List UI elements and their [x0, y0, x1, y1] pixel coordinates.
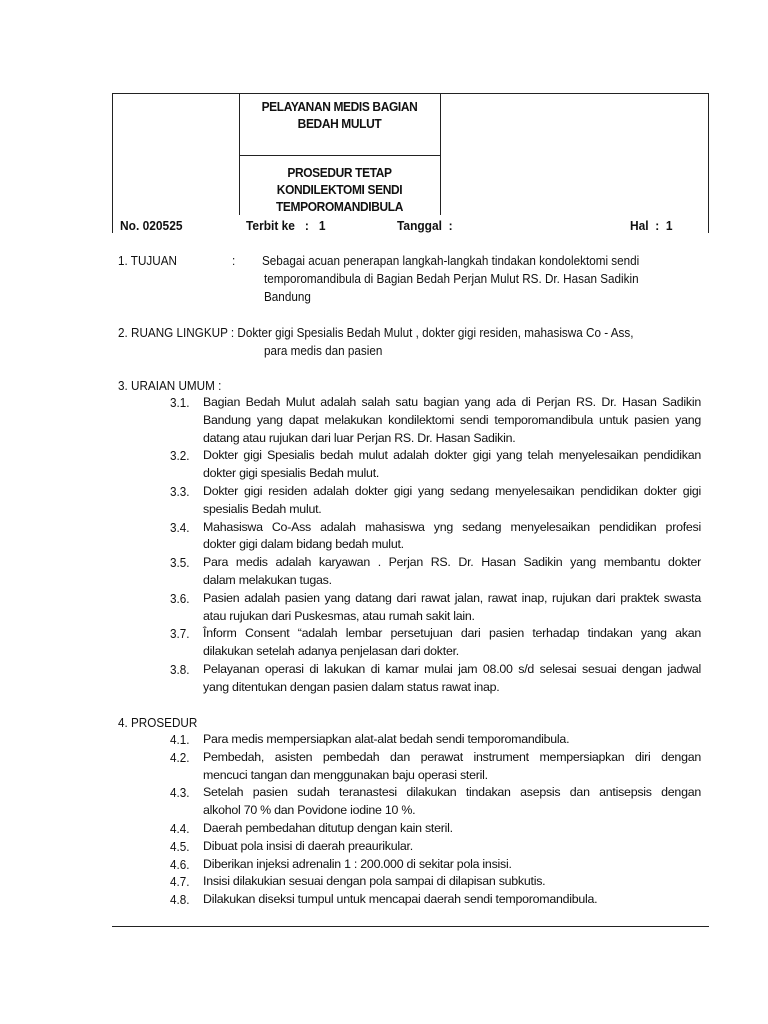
- item-text-line: dokter gigi spesialis Bedah mulut.: [203, 466, 380, 481]
- right-border: [708, 215, 709, 233]
- item-text-line: alkohol 70 % dan Povidone iodine 10 %.: [203, 803, 416, 818]
- item-number: 4.2.: [170, 749, 190, 765]
- item-text: [203, 820, 701, 838]
- item-number: 3.3.: [170, 484, 190, 499]
- item-text: [203, 661, 701, 697]
- footer-rule: [112, 926, 709, 927]
- item-number: 4.8.: [170, 892, 190, 908]
- item-text-line: dokter gigi dalam bidang bedah mulut.: [203, 537, 404, 552]
- item-text: [203, 838, 701, 856]
- item-number: 3.6.: [170, 590, 190, 606]
- header-table: [112, 93, 709, 215]
- item-text-line: Dibuat pola insisi di daerah preaurikular.: [203, 838, 413, 853]
- item-number: 3.1.: [170, 395, 190, 410]
- section-heading-uraian: 3. URAIAN UMUM :: [118, 378, 222, 393]
- item-number: 3.2.: [170, 448, 190, 464]
- item-text-line: Insisi dilakukian sesuai dengan pola sampai di dilapisan subkutis.: [203, 874, 546, 889]
- item-text-line: datang atau rujukan dari luar Perjan RS. Dr. Hasan Sadikin.: [203, 430, 516, 445]
- colon: :: [232, 253, 236, 268]
- procedure-title-line: TEMPOROMANDIBULA: [275, 199, 403, 214]
- item-text-line: Bandung yang dapat melakukan kondilektomi sendi temporomandibula untuk pasien yang: [203, 412, 701, 427]
- item-text: [203, 784, 701, 820]
- dept-title-cell: [239, 94, 440, 156]
- item-text: [203, 856, 701, 874]
- procedure-title-cell: [239, 156, 440, 216]
- item-text: [203, 731, 701, 749]
- document-meta-row: [112, 215, 709, 235]
- right-cell: [440, 94, 708, 215]
- item-text: [203, 394, 701, 447]
- item-text-line: Înform Consent “adalah lembar persetujuan dari pasien terhadap tindakan yang akan: [203, 626, 701, 641]
- item-text-line: Para medis adalah karyawan . Perjan RS. Dr. Hasan Sadikin yang membantu dokter: [203, 555, 701, 570]
- item-text: [203, 483, 701, 519]
- item-number: 3.4.: [170, 519, 190, 535]
- document-number: No. 020525: [120, 218, 183, 233]
- item-text: [203, 519, 701, 555]
- item-text-line: yang ditentukan dengan pasien dalam status rawat inap.: [203, 679, 500, 694]
- page-number: Hal : 1: [630, 218, 673, 233]
- item-text: [203, 590, 701, 626]
- item-number: 4.3.: [170, 785, 190, 801]
- item-text: [203, 625, 701, 661]
- item-number: 3.7.: [170, 626, 190, 642]
- procedure-title-line: KONDILEKTOMI SENDI: [276, 182, 403, 197]
- section-heading-tujuan: 1. TUJUAN: [118, 253, 177, 268]
- item-number: 4.5.: [170, 838, 190, 854]
- item-text-line: Daerah pembedahan ditutup dengan kain steril.: [203, 821, 453, 835]
- dept-title: [247, 98, 432, 132]
- item-text-line: Mahasiswa Co-Ass adalah mahasiswa yng sedang menyelesaikan pendidikan profesi: [203, 519, 701, 534]
- tujuan-line: temporomandibula di Bagian Bedah Perjan Mulut RS. Dr. Hasan Sadikin: [264, 271, 639, 286]
- item-text-line: dalam melakukan tugas.: [203, 572, 332, 587]
- item-text: [203, 554, 701, 590]
- tujuan-line: Bandung: [264, 289, 311, 304]
- item-text-line: Dokter gigi residen adalah dokter gigi yang sedang menyelesaikan pendidikan dokter gigi: [203, 484, 701, 498]
- item-text-line: atau rujukan dari Puskesmas, atau rumah sakit lain.: [203, 608, 475, 623]
- item-text-line: spesialis Bedah mulut.: [203, 501, 322, 516]
- tujuan-line: Sebagai acuan penerapan langkah-langkah tindakan kondolektomi sendi: [262, 253, 640, 268]
- ruang-lingkup-line: para medis dan pasien: [264, 343, 383, 358]
- item-text: [203, 749, 701, 785]
- issue-number: Terbit ke : 1: [246, 218, 326, 233]
- section-ruang-lingkup: 2. RUANG LINGKUP : Dokter gigi Spesialis Bedah Mulut , dokter gigi residen, mahasiswa Co - Ass,: [118, 325, 634, 340]
- item-text: [203, 891, 701, 909]
- item-number: 3.8.: [170, 662, 190, 677]
- item-text-line: Para medis mempersiapkan alat-alat bedah sendi temporomandibula.: [203, 732, 570, 746]
- left-border: [112, 215, 113, 233]
- item-text-line: Bagian Bedah Mulut adalah salah satu bagian yang ada di Perjan RS. Dr. Hasan Sadikin: [203, 395, 701, 409]
- item-text-line: dilakukan setelah adanya penjelasan dari dokter.: [203, 644, 459, 659]
- item-text-line: Pembedah, asisten pembedah dan perawat instrument mempersiapkan diri dengan: [203, 749, 701, 764]
- item-number: 4.6.: [170, 856, 190, 872]
- procedure-title-line: PROSEDUR TETAP: [287, 165, 392, 180]
- item-number: 3.5.: [170, 555, 190, 571]
- item-text-line: Diberikan injeksi adrenalin 1 : 200.000 di sekitar pola insisi.: [203, 856, 512, 871]
- date-label: Tanggal :: [397, 218, 453, 233]
- item-number: 4.7.: [170, 874, 190, 890]
- item-text-line: Setelah pasien sudah teranastesi dilakukan tindakan asepsis dan antisepsis dengan: [203, 785, 701, 800]
- item-number: 4.4.: [170, 821, 190, 836]
- item-text-line: mencuci tangan dan menggunakan baju operasi steril.: [203, 767, 488, 782]
- procedure-title: [247, 164, 432, 215]
- dept-title-line: PELAYANAN MEDIS BAGIAN: [261, 99, 418, 114]
- item-text: [203, 447, 701, 483]
- item-number: 4.1.: [170, 732, 190, 747]
- item-text-line: Pasien adalah pasien yang datang dari rawat jalan, rawat inap, rujukan dari praktek swasta: [203, 590, 701, 605]
- item-text-line: Dilakukan diseksi tumpul untuk mencapai daerah sendi temporomandibula.: [203, 892, 598, 907]
- item-text-line: Dokter gigi Spesialis bedah mulut adalah dokter gigi yang telah menyelesaikan pendidikan: [203, 448, 701, 463]
- title-cell: [239, 94, 441, 215]
- item-text-line: Pelayanan operasi di lakukan di kamar mulai jam 08.00 s/d selesai sesuai dengan jadwal: [203, 662, 701, 676]
- item-text: [203, 873, 701, 891]
- dept-title-line: BEDAH MULUT: [297, 116, 382, 131]
- section-heading-prosedur: 4. PROSEDUR: [118, 715, 198, 730]
- logo-cell: [113, 94, 240, 215]
